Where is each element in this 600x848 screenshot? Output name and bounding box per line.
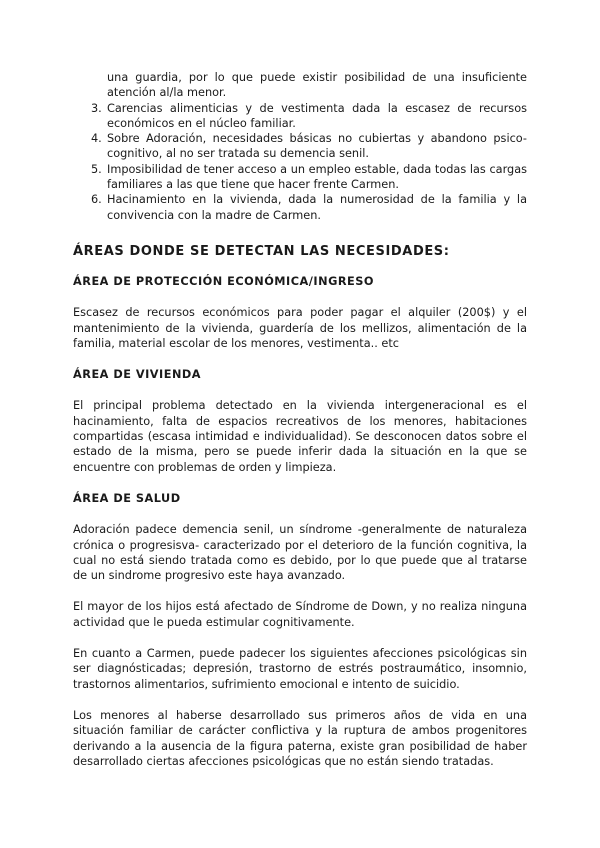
list-item [73,131,527,162]
paragraph-health-carmen: En cuanto a Carmen, puede padecer los siguientes afecciones psicológicas sin ser diagnósticadas; depresión, trastorno de estrés postraumático, insomnio, trastornos alimentarios, sufrimiento emocional e intento de suicidio. [73,647,527,691]
section-heading-economic: ÁREA DE PROTECCIÓN ECONÓMICA/INGRESO [73,274,375,288]
list-item [73,101,527,132]
list-item-continuation: una guardia, por lo que puede existir posibilidad de una insuficiente atención al/la menor. [107,71,527,100]
paragraph-housing: El principal problema detectado en la vivienda intergeneracional es el hacinamiento, falta de espacios recreativos de los menores, habitaciones compartidas (escasa intimidad e individualidad). Se desconocen datos sobre el estado de la misma, pero se puede inferir dada la situación en la que se encuentre con problemas de orden y limpieza. [73,399,527,474]
list-item-text: Carencias alimenticias y de vestimenta dada la escasez de recursos económicos en el núcleo familiar. [107,101,527,130]
paragraph-health-dementia: Adoración padece demencia senil, un síndrome -generalmente de naturaleza crónica o progresisva- caracterizado por el deterioro de la función cognitiva, la cual no está siendo tratada como es debido, por lo que puede que al tratarse de un sindrome progresivo este haya avanzado. [73,523,527,583]
needs-list [73,101,527,223]
list-item-text: Sobre Adoración, necesidades básicas no cubiertas y abandono psico-cognitivo, al no ser tratada su demencia senil. [107,132,527,161]
list-item-text: Imposibilidad de tener acceso a un empleo estable, dada todas las cargas familiares a las que tiene que hacer frente Carmen. [107,162,527,192]
list-item-text: Hacinamiento en la vivienda, dada la numerosidad de la familia y la convivencia con la madre de Carmen. [107,193,527,222]
document-page [73,70,527,769]
paragraph-health-down-syndrome: El mayor de los hijos está afectado de Síndrome de Down, y no realiza ninguna actividad que le pueda estimular cognitivamente. [73,600,527,629]
list-item-number: 5. [91,162,102,176]
list-item-number: 3. [91,101,102,115]
main-heading: ÁREAS DONDE SE DETECTAN LAS NECESIDADES: [73,243,450,259]
paragraph-health-minors: Los menores al haberse desarrollado sus primeros años de vida en una situación familiar de carácter conflictiva y la ruptura de ambos progenitores derivando a la ausencia de la figura paterna, existe gran posibilidad de haber desarrollado ciertas afecciones psicológicas que no están siendo tratadas. [73,708,527,768]
paragraph-economic: Escasez de recursos económicos para poder pagar el alquiler (200$) y el mantenimiento de la vivienda, guardería de los mellizos, alimentación de la familia, material escolar de los menores, vestimenta.. etc [73,306,527,350]
list-item [73,192,527,223]
section-heading-health: ÁREA DE SALUD [73,491,181,505]
list-item-number: 4. [91,132,102,146]
list-item [73,162,527,193]
list-item-number: 6. [91,193,102,207]
section-heading-housing: ÁREA DE VIVIENDA [73,368,202,382]
